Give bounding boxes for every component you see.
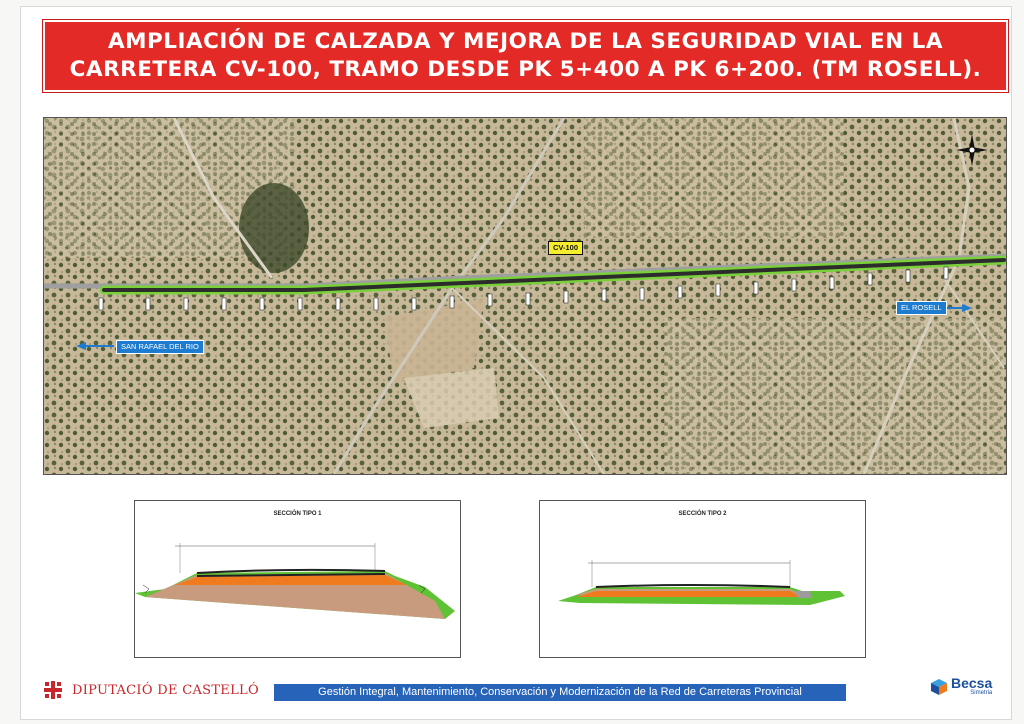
page-title	[70, 28, 982, 84]
company-subtitle: Simetria	[970, 690, 993, 696]
section-type-2-panel[interactable]	[539, 500, 866, 658]
road-label-cv100: CV-100	[548, 241, 583, 255]
diputacio-emblem-icon	[42, 679, 64, 701]
title-line-2: CARRETERA CV-100, TRAMO DESDE PK 5+400 A PK 6+200. (TM ROSELL).	[69, 57, 982, 82]
section-type-1-title: SECCIÓN TIPO 1	[273, 511, 322, 517]
section-type-2-title: SECCIÓN TIPO 2	[678, 511, 727, 517]
program-banner: Gestión Integral, Mantenimiento, Conservación y Modernización de la Red de Carreteras Provincial	[274, 684, 846, 701]
section-type-1-panel[interactable]	[134, 500, 461, 658]
title-banner	[43, 20, 1008, 92]
place-label-el-rosell: EL ROSELL	[896, 301, 947, 315]
section-type-1-drawing	[135, 501, 460, 657]
title-line-1: AMPLIACIÓN DE CALZADA Y MEJORA DE LA SEGURIDAD VIAL EN LA	[107, 29, 944, 54]
becsa-logo[interactable]	[930, 676, 992, 697]
place-label-san-rafael: SAN RAFAEL DEL RIO	[116, 340, 204, 354]
organization-name: DIPUTACIÓ DE CASTELLÓ	[72, 682, 259, 698]
section-type-2-drawing	[540, 501, 865, 657]
becsa-cube-icon	[930, 678, 948, 696]
aerial-map[interactable]	[43, 117, 1007, 475]
diputacio-logo[interactable]	[42, 679, 259, 701]
aerial-map-canvas	[44, 118, 1006, 474]
company-name: Becsa	[951, 675, 993, 691]
